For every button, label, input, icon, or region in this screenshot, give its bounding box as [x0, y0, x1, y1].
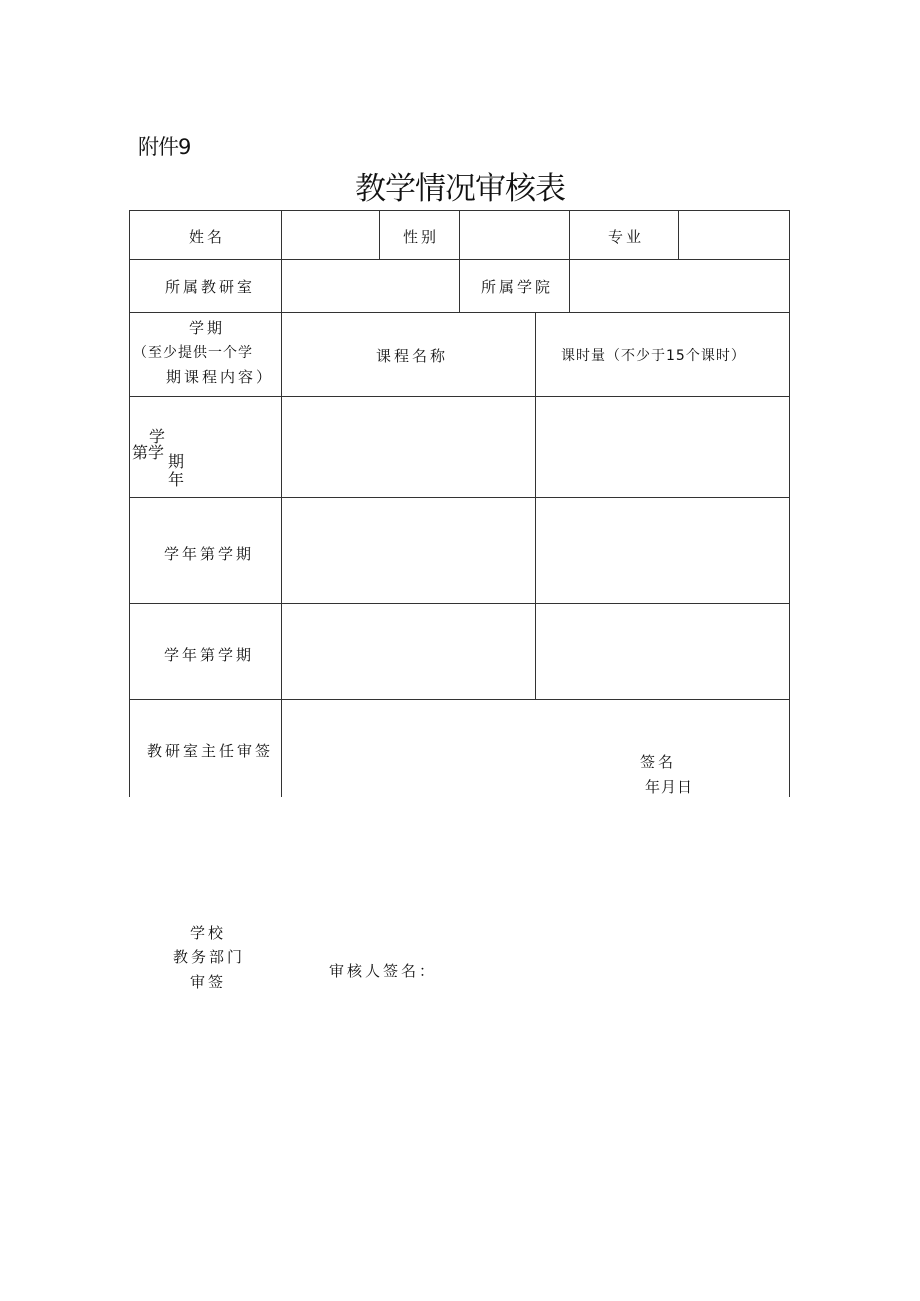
semester-header-line3: 期课程内容）: [166, 368, 275, 386]
attachment-label: 附件9: [138, 135, 191, 159]
table-rule: [129, 603, 790, 604]
semester-header-line2: （至少提供一个学: [133, 345, 253, 361]
semester-header-line1: 学期: [189, 319, 226, 337]
semester-row2-label: 学年第学期: [164, 545, 255, 563]
course-name-header: 课程名称: [376, 347, 449, 365]
school-label-line1: 学校: [190, 924, 227, 942]
table-column-rule: [459, 210, 460, 259]
reviewer-signature-label: 审核人签名：: [329, 962, 438, 980]
semester-row1-dixue: 第学: [132, 443, 165, 462]
class-hours-header: 课时量（不少于15个课时）: [561, 348, 746, 364]
teaching-office-label: 所属教研室: [165, 278, 256, 296]
table-column-rule: [379, 210, 380, 259]
college-label: 所属学院: [481, 278, 554, 296]
table-border-left: [129, 210, 130, 797]
table-column-rule: [569, 210, 570, 259]
semester-row1-nian: 年: [168, 470, 185, 489]
semester-row1-xue: 学: [149, 427, 166, 446]
semester-row3-label: 学年第学期: [164, 646, 255, 664]
date-label: 年月日: [645, 778, 694, 796]
table-column-rule: [678, 210, 679, 259]
name-label: 姓名: [189, 228, 226, 246]
table-rule: [129, 312, 790, 313]
table-column-rule: [535, 312, 536, 699]
table-column-rule: [459, 259, 460, 312]
gender-label: 性别: [403, 228, 440, 246]
table-rule: [129, 497, 790, 498]
major-label: 专业: [608, 228, 645, 246]
table-column-rule: [569, 259, 570, 312]
table-column-rule: [281, 210, 282, 797]
table-border-right: [789, 210, 790, 797]
director-review-label: 教研室主任审签: [147, 742, 274, 760]
table-rule: [129, 699, 790, 700]
table-rule: [129, 396, 790, 397]
school-label-line3: 审签: [190, 973, 227, 991]
page-title: 教学情况审核表: [355, 171, 565, 207]
semester-row1-qi: 期: [168, 452, 185, 471]
signature-label: 签名: [640, 753, 677, 771]
school-label-line2: 教务部门: [173, 948, 246, 966]
